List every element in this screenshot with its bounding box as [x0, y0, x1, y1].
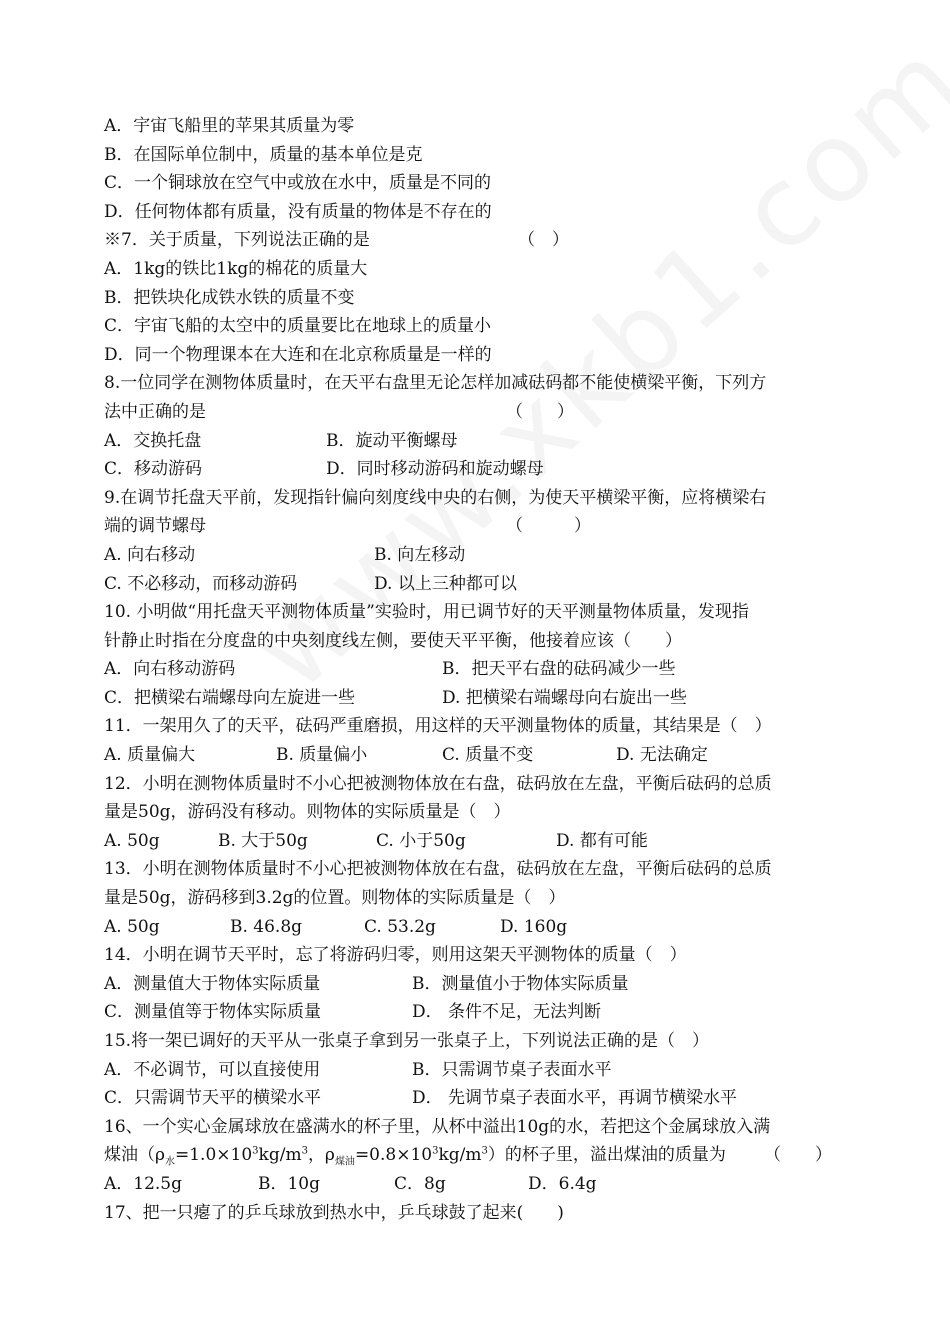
- text-line: C．一个铜球放在空气中或放在水中，质量是不同的: [104, 173, 492, 194]
- question-content: [104, 112, 854, 1227]
- text-line: A．宇宙飞船里的苹果其质量为零: [104, 116, 355, 136]
- question-15: 15.将一架已调好的天平从一张桌子拿到另一张桌子上，下列说法正确的是（ ）: [104, 1031, 710, 1051]
- text-line: 针静止时指在分度盘的中央刻度线左侧，要使天平平衡，他接着应该（ ）: [104, 630, 682, 651]
- option-row: A．向右移动游码 B．把天平右盘的砝码减少一些: [104, 659, 676, 680]
- text-line: 量是50g，游码移到3.2g的位置。则物体的实际质量是（ ）: [104, 888, 566, 909]
- text-line: B．把铁块化成铁水铁的质量不变: [104, 287, 355, 308]
- answer-blank: （ ）: [506, 401, 574, 422]
- question-12: 12．小明在测物体质量时不小心把被测物体放在右盘，砝码放在左盘，平衡后砝码的总质: [104, 773, 772, 794]
- text-line: A．1kg的铁比1kg的棉花的质量大: [104, 258, 368, 279]
- question-11: 11．一架用久了的天平，砝码严重磨损，用这样的天平测量物体的质量，其结果是（ ）: [104, 716, 772, 737]
- text-line: D．同一个物理课本在大连和在北京称质量是一样的: [104, 344, 492, 365]
- option-row: A. 50g B. 大于50g C. 小于50g D. 都有可能: [104, 830, 648, 851]
- question-13: 13．小明在测物体质量时不小心把被测物体放在右盘，砝码放在左盘，平衡后砝码的总质: [104, 859, 772, 880]
- text-line: 法中正确的是 （ ）: [104, 398, 854, 427]
- question-14: 14．小明在调节天平时，忘了将游码归零，则用这架天平测物体的质量（ ）: [104, 945, 687, 966]
- question-17: 17、把一只瘪了的乒乓球放到热水中，乒乓球鼓了起来( ): [104, 1202, 564, 1223]
- option-row: C．只需调节天平的横梁水平 D． 先调节桌子表面水平，再调节横梁水平: [104, 1088, 738, 1109]
- option-row: C. 不必移动，而移动游码 D. 以上三种都可以: [104, 573, 517, 594]
- option-row: A．不必调节，可以直接使用 B．只需调节桌子表面水平: [104, 1059, 612, 1080]
- answer-blank: （ ）: [506, 516, 591, 537]
- option-row: A．测量值大于物体实际质量 B．测量值小于物体实际质量: [104, 973, 629, 994]
- question-8: 8.一位同学在测物体质量时，在天平右盘里无论怎样加减砝码都不能使横梁平衡，下列方: [104, 373, 767, 394]
- question-7: ※7．关于质量，下列说法正确的是 （ ）: [104, 226, 854, 255]
- question-16: 16、一个实心金属球放在盛满水的杯子里，从杯中溢出10g的水，若把这个金属球放入满: [104, 1116, 771, 1137]
- option-row: A. 质量偏大 B. 质量偏小 C. 质量不变 D. 无法确定: [104, 745, 708, 766]
- text-line: 端的调节螺母 （ ）: [104, 512, 854, 541]
- option-row: A．交换托盘 B．旋动平衡螺母: [104, 430, 458, 451]
- option-row: C．移动游码 D．同时移动游码和旋动螺母: [104, 459, 544, 480]
- question-10: 10. 小明做“用托盘天平测物体质量”实验时，用已调节好的天平测量物体质量，发现指: [104, 602, 749, 623]
- option-row: A. 50g B. 46.8g C. 53.2g D. 160g: [104, 916, 568, 937]
- answer-blank: （ ）: [764, 1145, 832, 1166]
- option-row: A. 向右移动 B. 向左移动: [104, 544, 466, 565]
- option-row: A．12.5g B．10g C．8g D．6.4g: [104, 1173, 597, 1194]
- question-9: 9.在调节托盘天平前，发现指针偏向刻度线中央的右侧，为使天平横梁平衡，应将横梁右: [104, 487, 767, 508]
- text-line: C．宇宙飞船的太空中的质量要比在地球上的质量小: [104, 316, 492, 337]
- text-line: B．在国际单位制中，质量的基本单位是克: [104, 144, 423, 165]
- text-line: 量是50g，游码没有移动。则物体的实际质量是（ ）: [104, 802, 511, 823]
- option-row: C．测量值等于物体实际质量 D． 条件不足，无法判断: [104, 1002, 602, 1023]
- text-line: 煤油（$\rho_水=1.0\times 10^3kg/m^3$，$\rho_{煤油}=0.8\times 10^3kg/m^3$）的杯子里，溢出煤油的质量为 （ ）: [104, 1141, 854, 1170]
- answer-blank: （ ）: [518, 230, 569, 251]
- text-line: D．任何物体都有质量，没有质量的物体是不存在的: [104, 201, 492, 222]
- option-row: C．把横梁右端螺母向左旋进一些 D. 把横梁右端螺母向右旋出一些: [104, 687, 687, 708]
